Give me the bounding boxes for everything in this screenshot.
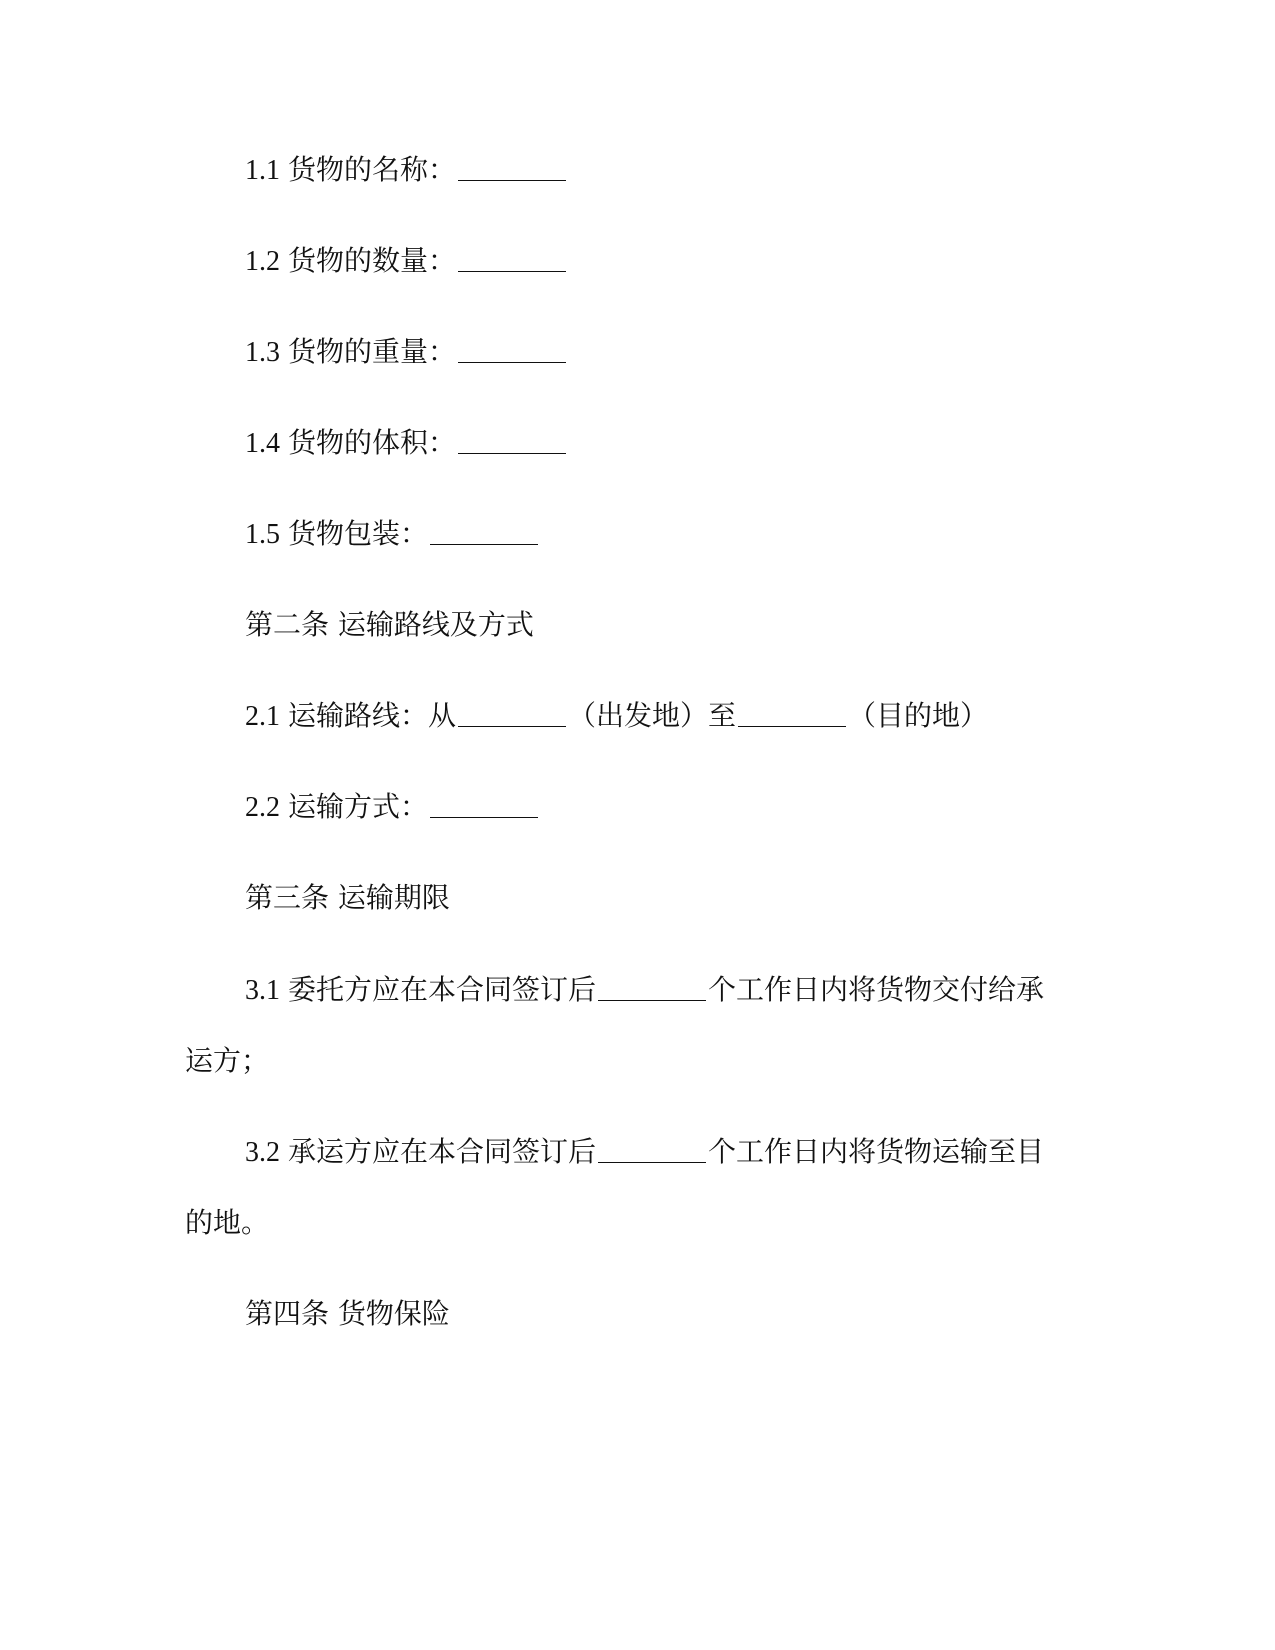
- fill-blank[interactable]: [430, 518, 538, 545]
- origin-note: （出发地）至: [568, 699, 737, 732]
- fill-blank[interactable]: [458, 154, 566, 181]
- delivery-deadline-line: [185, 973, 1145, 1008]
- clause-label: 货物的数量：: [288, 244, 457, 277]
- section3-heading: 第三条 运输期限: [245, 881, 450, 914]
- clause-label: 货物的名称：: [288, 153, 457, 186]
- clause-text-after: 个工作日内将货物运输至目: [708, 1135, 1045, 1168]
- clause-number: 1.5: [245, 519, 280, 550]
- fill-blank[interactable]: [458, 245, 566, 272]
- delivery-deadline-continuation: 运方；: [185, 1044, 270, 1077]
- destination-blank[interactable]: [738, 700, 846, 727]
- cargo-quantity-line: [185, 244, 1145, 279]
- cargo-volume-line: [185, 426, 1145, 461]
- transport-mode-line: [185, 790, 1145, 825]
- transport-deadline-continuation: 的地。: [185, 1206, 270, 1239]
- clause-number: 1.3: [245, 337, 280, 368]
- clause-label: 货物的重量：: [288, 335, 457, 368]
- transport-deadline-line: [185, 1135, 1145, 1170]
- clause-number: 3.2: [245, 1137, 280, 1168]
- clause-text-after: 个工作日内将货物交付给承: [708, 973, 1045, 1006]
- clause-number: 2.1: [245, 701, 280, 732]
- clause-number: 1.2: [245, 246, 280, 277]
- section2-heading: 第二条 运输路线及方式: [245, 608, 534, 641]
- days-blank[interactable]: [598, 974, 706, 1001]
- destination-note: （目的地）: [848, 699, 989, 732]
- origin-blank[interactable]: [458, 700, 566, 727]
- clause-number: 3.1: [245, 975, 280, 1006]
- fill-blank[interactable]: [458, 427, 566, 454]
- days-blank[interactable]: [598, 1136, 706, 1163]
- fill-blank[interactable]: [430, 791, 538, 818]
- clause-label: 运输路线：从: [288, 699, 457, 732]
- clause-label: 运输方式：: [288, 790, 429, 823]
- cargo-weight-line: [185, 335, 1145, 370]
- clause-label: 货物包装：: [288, 517, 429, 550]
- fill-blank[interactable]: [458, 336, 566, 363]
- route-line: [185, 699, 1145, 734]
- clause-label: 货物的体积：: [288, 426, 457, 459]
- clause-number: 1.1: [245, 155, 280, 186]
- clause-text-before: 承运方应在本合同签订后: [288, 1135, 597, 1168]
- clause-number: 1.4: [245, 428, 280, 459]
- cargo-name-line: [185, 153, 1145, 188]
- section4-heading: 第四条 货物保险: [245, 1297, 450, 1330]
- clause-number: 2.2: [245, 792, 280, 823]
- clause-text-before: 委托方应在本合同签订后: [288, 973, 597, 1006]
- cargo-packaging-line: [185, 517, 1145, 552]
